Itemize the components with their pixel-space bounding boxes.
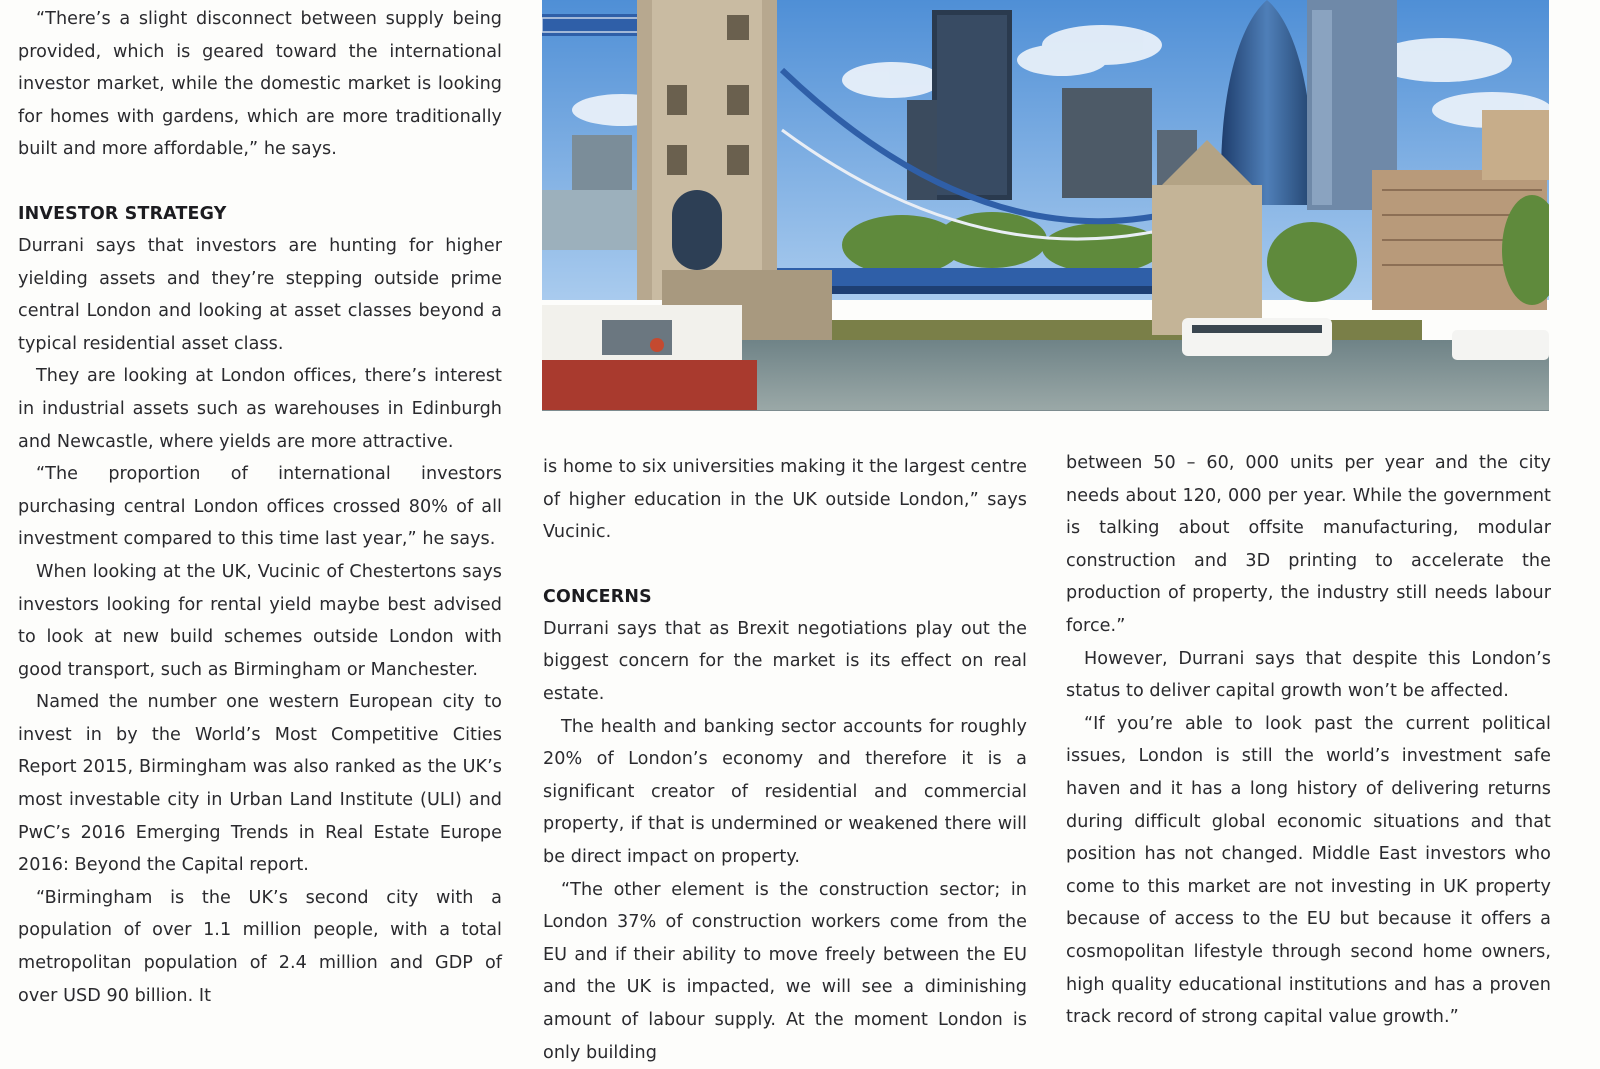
article-column-3 <box>1066 447 1551 1034</box>
riverboat-left <box>542 305 757 410</box>
paragraph: “Birmingham is the UK’s second city with a population of over 1.1 million people, with a total metropolitan population of 2.4 million and GDP of over USD 90 billion. It <box>18 887 502 1006</box>
paragraph: They are looking at London offices, there’s interest in industrial assets such as warehouses in Edinburgh and Newcastle, where yields are more attractive. <box>18 366 502 452</box>
paragraph: “The other element is the construction sector; in London 37% of construction workers come from the EU and if their ability to move freely between the EU and the UK is impacted, we will see a diminishing amount of labour supply. At the moment London is only building <box>543 879 1027 1063</box>
paragraph: “If you’re able to look past the current political issues, London is still the world’s investment safe haven and it has a long history of delivering returns during difficult global economic situations and that position has not changed. Middle East investors who come to this market are not investing in UK property because of access to the EU but because it offers a cosmopolitan lifestyle through second home owners, high quality educational institutions and has a proven track record of strong capital value growth.” <box>1066 713 1551 1028</box>
paragraph: “There’s a slight disconnect between supply being provided, which is geared toward the international investor market, while the domestic market is looking for homes with gardens, which are more traditionally built and more affordable,” he says. <box>18 9 502 160</box>
section-heading-concerns: CONCERNS <box>543 586 652 607</box>
paragraph: The health and banking sector accounts for roughly 20% of London’s economy and therefore it is a significant creator of residential and commercial property, if that is undermined or weakened there will be direct impact on property. <box>543 716 1027 867</box>
paragraph: “The proportion of international investors purchasing central London offices crossed 80% of all investment compared to this time last year,” he says. <box>18 464 502 550</box>
tower-bridge-photo <box>542 0 1549 411</box>
article-column-1 <box>18 3 502 1012</box>
london-skyline-illustration <box>542 0 1549 410</box>
section-heading-investor-strategy: INVESTOR STRATEGY <box>18 203 227 224</box>
article-column-2 <box>543 451 1027 1069</box>
paragraph: However, Durrani says that despite this London’s status to deliver capital growth won’t be affected. <box>1066 648 1551 702</box>
paragraph: Durrani says that as Brexit negotiations play out the biggest concern for the market is its effect on real estate. <box>543 618 1027 704</box>
paragraph: is home to six universities making it the largest centre of higher education in the UK outside London,” says Vucinic. <box>543 457 1027 543</box>
paragraph: When looking at the UK, Vucinic of Chestertons says investors looking for rental yield maybe best advised to look at new build schemes outside London with good transport, such as Birmingham or Manchester. <box>18 561 502 680</box>
paragraph: Durrani says that investors are hunting for higher yielding assets and they’re stepping outside prime central London and looking at asset classes beyond a typical residential asset class. <box>18 235 502 354</box>
paragraph: between 50 – 60, 000 units per year and the city needs about 120, 000 per year. While the government is talking about offsite manufacturing, modular construction and 3D printing to accelerate the production of property, the industry still needs labour force.” <box>1066 453 1551 636</box>
paragraph: Named the number one western European city to invest in by the World’s Most Competitive Cities Report 2015, Birmingham was also ranked as the UK’s most investable city in Urban Land Institute (ULI) and PwC’s 2016 Emerging Trends in Real Estate Europe 2016: Beyond the Capital report. <box>18 692 502 876</box>
